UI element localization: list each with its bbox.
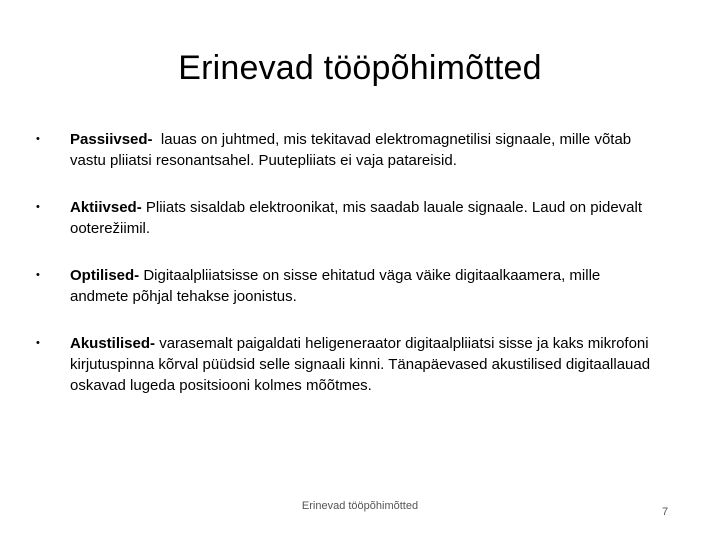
bullet-description: Digitaalpliiatsisse on sisse ehitatud väga väike digitaalkaamera, mille andmete põhjal tehakse joonistus. <box>70 267 605 305</box>
bullet-item-acoustic <box>36 333 656 396</box>
bullet-term: Akustilised- <box>70 335 156 352</box>
bullet-term: Optilised- <box>70 267 140 284</box>
bullet-icon: • <box>36 201 40 213</box>
bullet-text <box>70 197 656 239</box>
bullet-text <box>70 333 656 396</box>
bullet-item-passive <box>36 129 656 171</box>
slide-footer: Erinevad tööpõhimõtted <box>301 500 419 512</box>
bullet-term: Aktiivsed- <box>70 199 142 216</box>
slide-title: Erinevad tööpõhimõtted <box>178 49 542 87</box>
bullet-description: varasemalt paigaldati heligeneraator digitaalpliiatsi sisse ja kaks mikrofoni kirjutuspinna kõrval püüdsid selle signaali kinni. Tänapäevased akustilised digitaallauad oskavad lugeda positsiooni kolmes mõõtmes. <box>70 335 655 394</box>
bullet-text <box>70 129 656 171</box>
bullet-description: Pliiats sisaldab elektroonikat, mis saadab lauale signaale. Laud on pidevalt ooterežiimil. <box>70 199 647 237</box>
bullet-text <box>70 265 656 307</box>
bullet-description: lauas on juhtmed, mis tekitavad elektromagnetilisi signaale, mille võtab vastu pliiatsi resonantsahel. Puutepliiats ei vaja patareisid. <box>70 131 636 169</box>
bullet-item-active <box>36 197 656 239</box>
bullet-icon: • <box>36 269 40 281</box>
bullet-term: Passiivsed- <box>70 131 153 148</box>
bullet-list <box>36 129 656 422</box>
bullet-icon: • <box>36 133 40 145</box>
bullet-icon: • <box>36 337 40 349</box>
page-number: 7 <box>662 506 669 518</box>
bullet-item-optical <box>36 265 656 307</box>
